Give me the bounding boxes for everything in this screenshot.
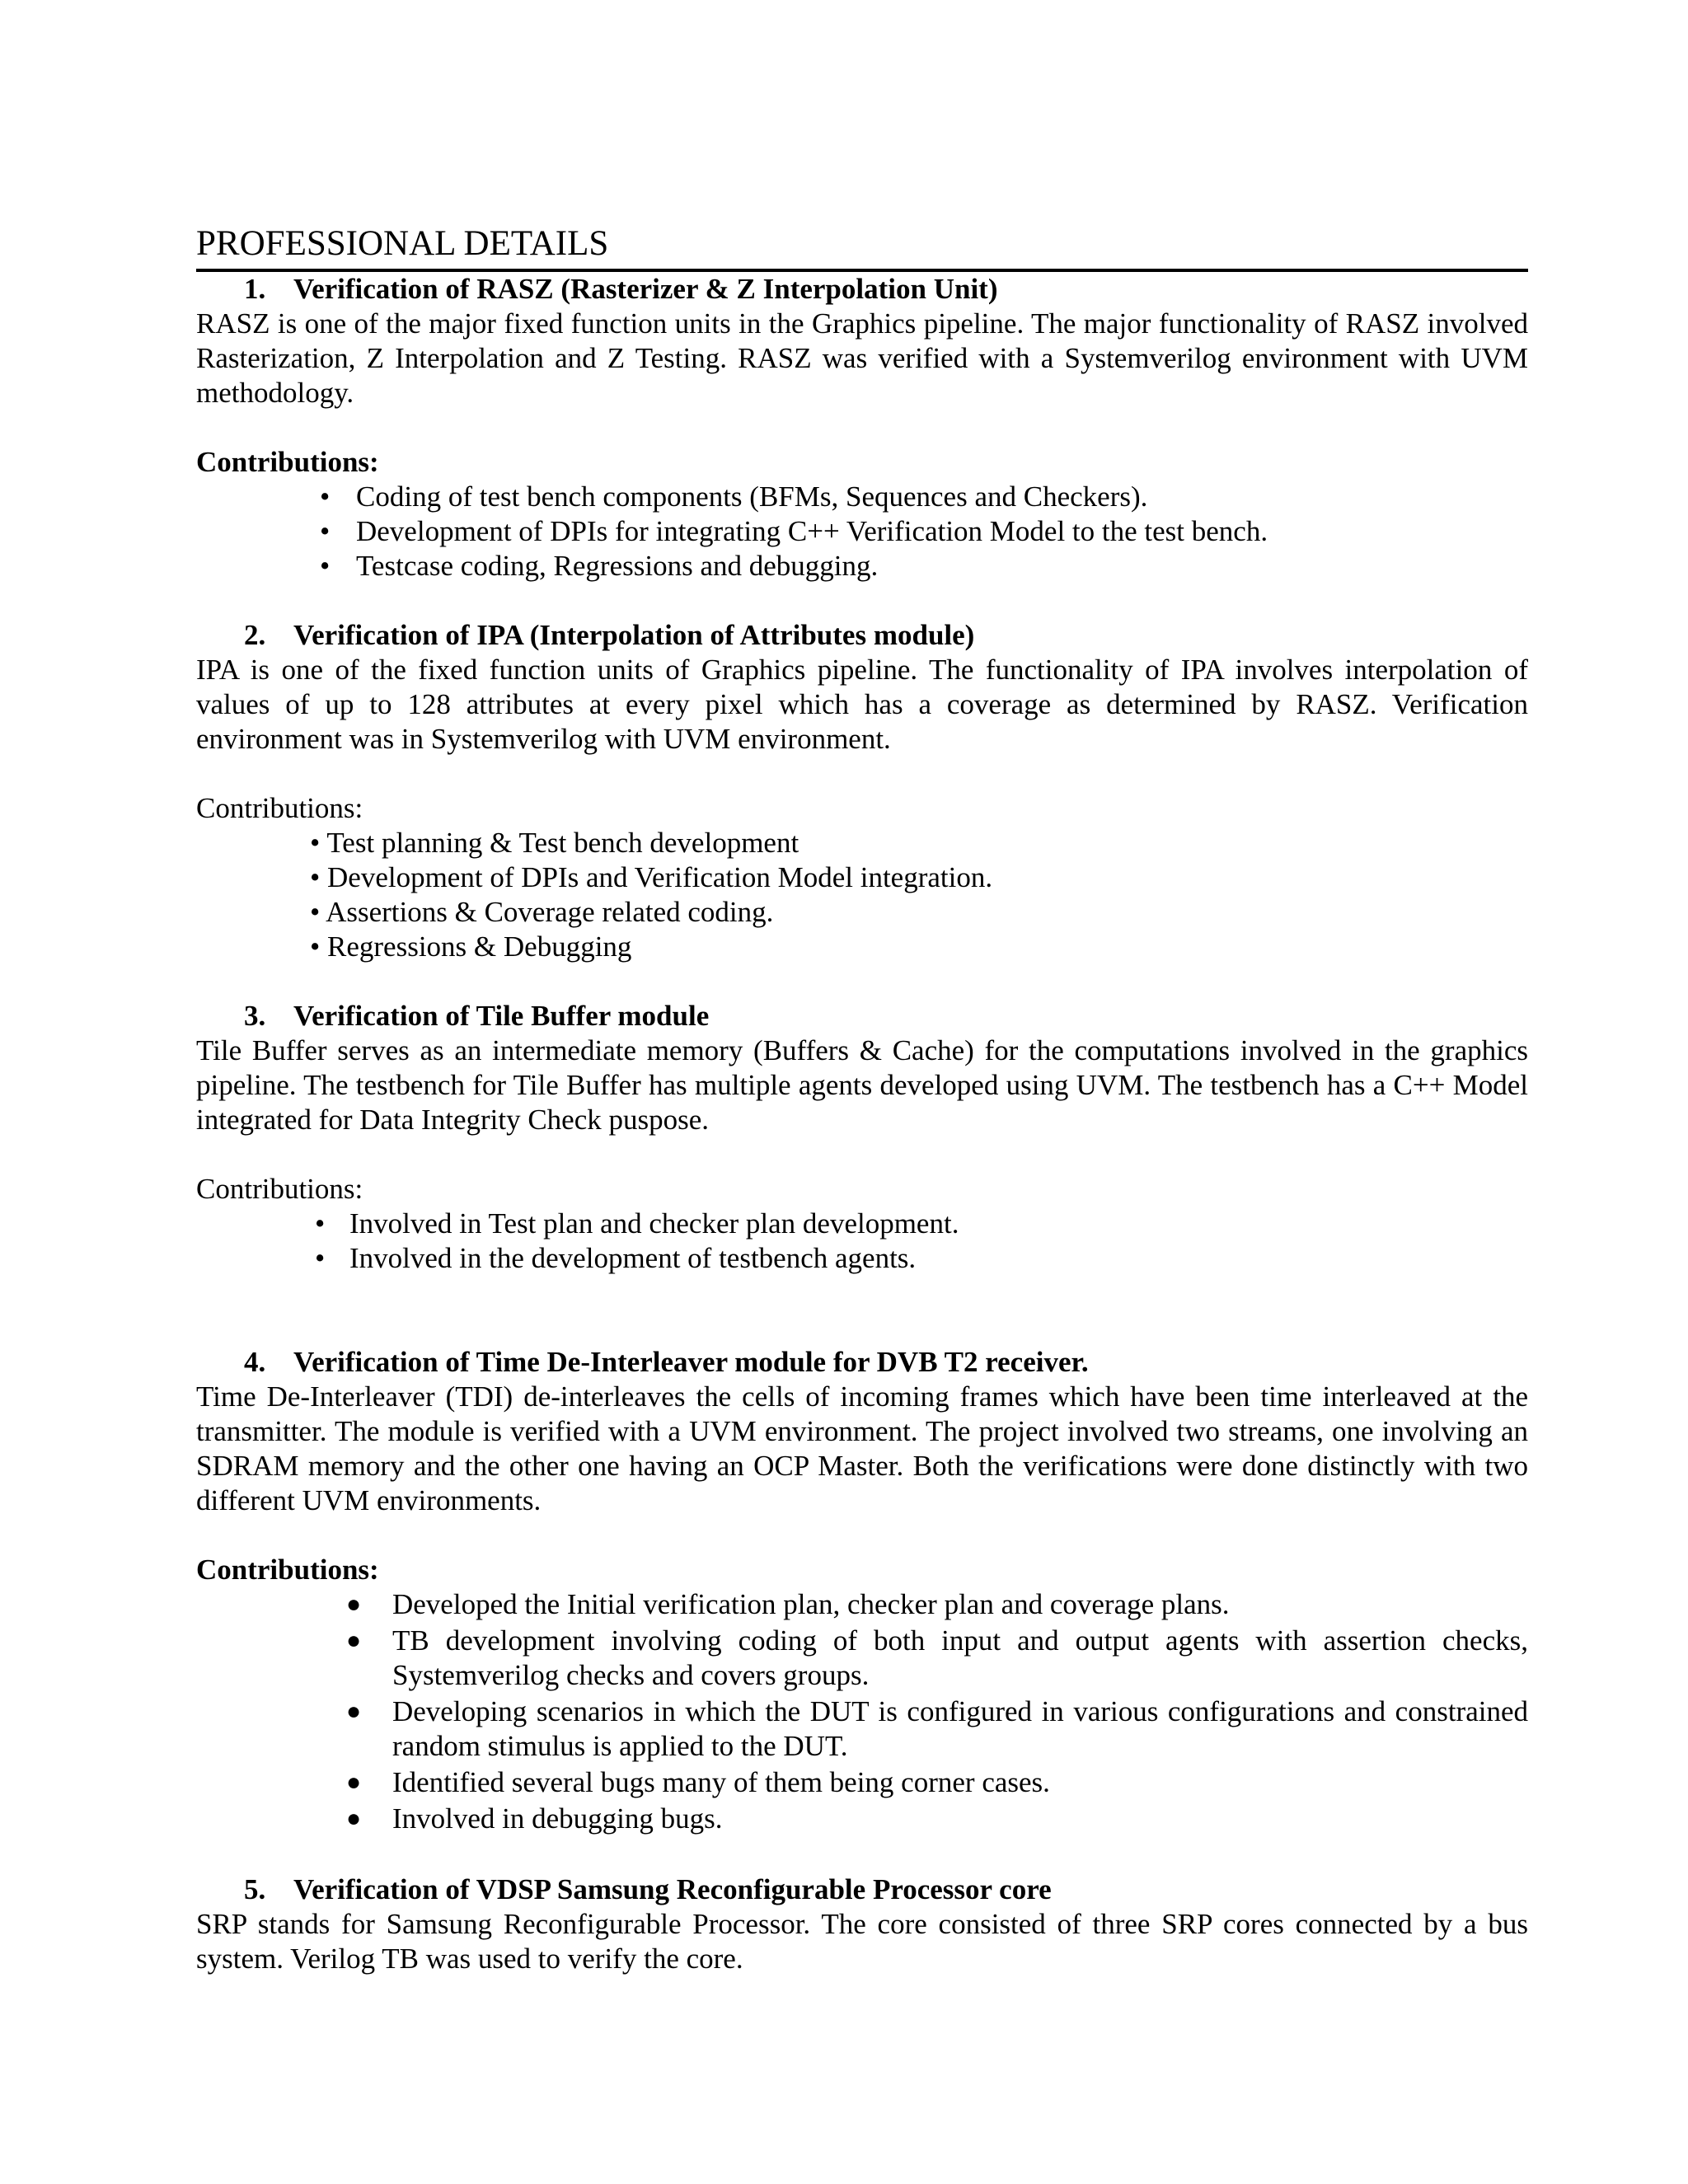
list-item: • Assertions & Coverage related coding. [310, 896, 774, 928]
project-4 [196, 1345, 1528, 1836]
list-item: • Involved in Test plan and checker plan development. [315, 1207, 959, 1240]
bullet-icon: • [310, 896, 326, 928]
list-item: • Development of DPIs for integrating C++ Verification Model to the test bench. [320, 515, 1268, 547]
project-title-text: Verification of IPA (Interpolation of Attributes module) [293, 619, 975, 651]
bullet-icon: ● [346, 1698, 362, 1725]
list-item: • Involved in the development of testbench agents. [315, 1242, 917, 1274]
bullet-icon: • [320, 515, 331, 547]
contributions-list [196, 480, 1528, 583]
contributions-list [196, 826, 1528, 964]
spacer [196, 964, 1528, 999]
bullet-icon: • [315, 1207, 326, 1240]
bullet-icon: ● [346, 1769, 362, 1796]
project-number: 5. [244, 1873, 266, 1905]
project-number: 4. [244, 1346, 266, 1378]
list-item: ● TB development involving coding of both input and output agents with assertion checks, Systemverilog checks and covers groups. [346, 1624, 1528, 1691]
list-item: • Development of DPIs and Verification Model integration. [310, 861, 993, 893]
contributions-label: Contributions: [196, 446, 379, 478]
project-number: 2. [244, 619, 266, 651]
contributions-list [196, 1207, 1528, 1276]
spacer [196, 583, 1528, 618]
project-2 [196, 618, 1528, 964]
project-title [196, 272, 1528, 307]
bullet-icon: ● [346, 1805, 362, 1832]
spacer [196, 1276, 1528, 1345]
section-heading: PROFESSIONAL DETAILS [196, 221, 1528, 272]
list-item: • Testcase coding, Regressions and debugging. [320, 550, 879, 582]
spacer [196, 1838, 1528, 1872]
list-item: • Regressions & Debugging [310, 930, 632, 963]
bullet-icon: • [320, 550, 331, 582]
list-item: • Coding of test bench components (BFMs, Sequences and Checkers). [320, 480, 1148, 513]
contributions-label: Contributions: [196, 1554, 379, 1586]
project-title [196, 999, 1528, 1033]
project-title [196, 618, 1528, 653]
project-title-text: Verification of Tile Buffer module [293, 1000, 710, 1032]
bullet-icon: • [310, 861, 328, 893]
list-item: ● Developed the Initial verification plan, checker plan and coverage plans. [346, 1588, 1230, 1620]
bullet-icon: • [310, 930, 328, 963]
list-item: ● Identified several bugs many of them being corner cases. [346, 1766, 1050, 1798]
project-title-text: Verification of RASZ (Rasterizer & Z Interpolation Unit) [293, 273, 998, 305]
bullet-icon: • [320, 480, 331, 513]
bullet-icon: • [315, 1242, 326, 1274]
project-title [196, 1872, 1528, 1907]
document-page [196, 221, 1528, 1976]
project-description: Tile Buffer serves as an intermediate memory (Buffers & Cache) for the computations involved in the graphics pipeline. The testbench for Tile Buffer has multiple agents developed using UVM. The testbench has a C++ Model integrated for Data Integrity Check puspose. [196, 1034, 1528, 1136]
project-title-text: Verification of Time De-Interleaver module for DVB T2 receiver. [293, 1346, 1089, 1378]
project-number: 1. [244, 273, 266, 305]
project-description: SRP stands for Samsung Reconfigurable Processor. The core consisted of three SRP cores connected by a bus system. Verilog TB was used to verify the core. [196, 1908, 1528, 1975]
project-description: RASZ is one of the major fixed function units in the Graphics pipeline. The major functionality of RASZ involved Rasterization, Z Interpolation and Z Testing. RASZ was verified with a Systemverilog environment with UVM methodology. [196, 307, 1528, 409]
project-number: 3. [244, 1000, 266, 1032]
bullet-icon: ● [346, 1627, 362, 1654]
project-description: Time De-Interleaver (TDI) de-interleaves the cells of incoming frames which have been time interleaved at the transmitter. The module is verified with a UVM environment. The project involved two streams, one involving an SDRAM memory and the other one having an OCP Master. Both the verifications were done distinctly with two different UVM environments. [196, 1380, 1528, 1516]
contributions-list [196, 1587, 1528, 1836]
contributions-label: Contributions: [196, 1173, 363, 1205]
bullet-icon: ● [346, 1591, 362, 1618]
list-item: • Test planning & Test bench development [310, 827, 799, 859]
project-title [196, 1345, 1528, 1380]
project-description: IPA is one of the fixed function units of Graphics pipeline. The functionality of IPA involves interpolation of values of up to 128 attributes at every pixel which has a coverage as determined by RASZ. Verification environment was in Systemverilog with UVM environment. [196, 654, 1528, 755]
project-title-text: Verification of VDSP Samsung Reconfigurable Processor core [293, 1873, 1052, 1905]
project-3 [196, 999, 1528, 1276]
contributions-label: Contributions: [196, 792, 363, 824]
list-item: ● Involved in debugging bugs. [346, 1802, 723, 1835]
list-item: ● Developing scenarios in which the DUT is configured in various configurations and constrained random stimulus is applied to the DUT. [346, 1695, 1528, 1762]
bullet-icon: • [310, 827, 327, 859]
project-1 [196, 272, 1528, 583]
project-5 [196, 1872, 1528, 1976]
